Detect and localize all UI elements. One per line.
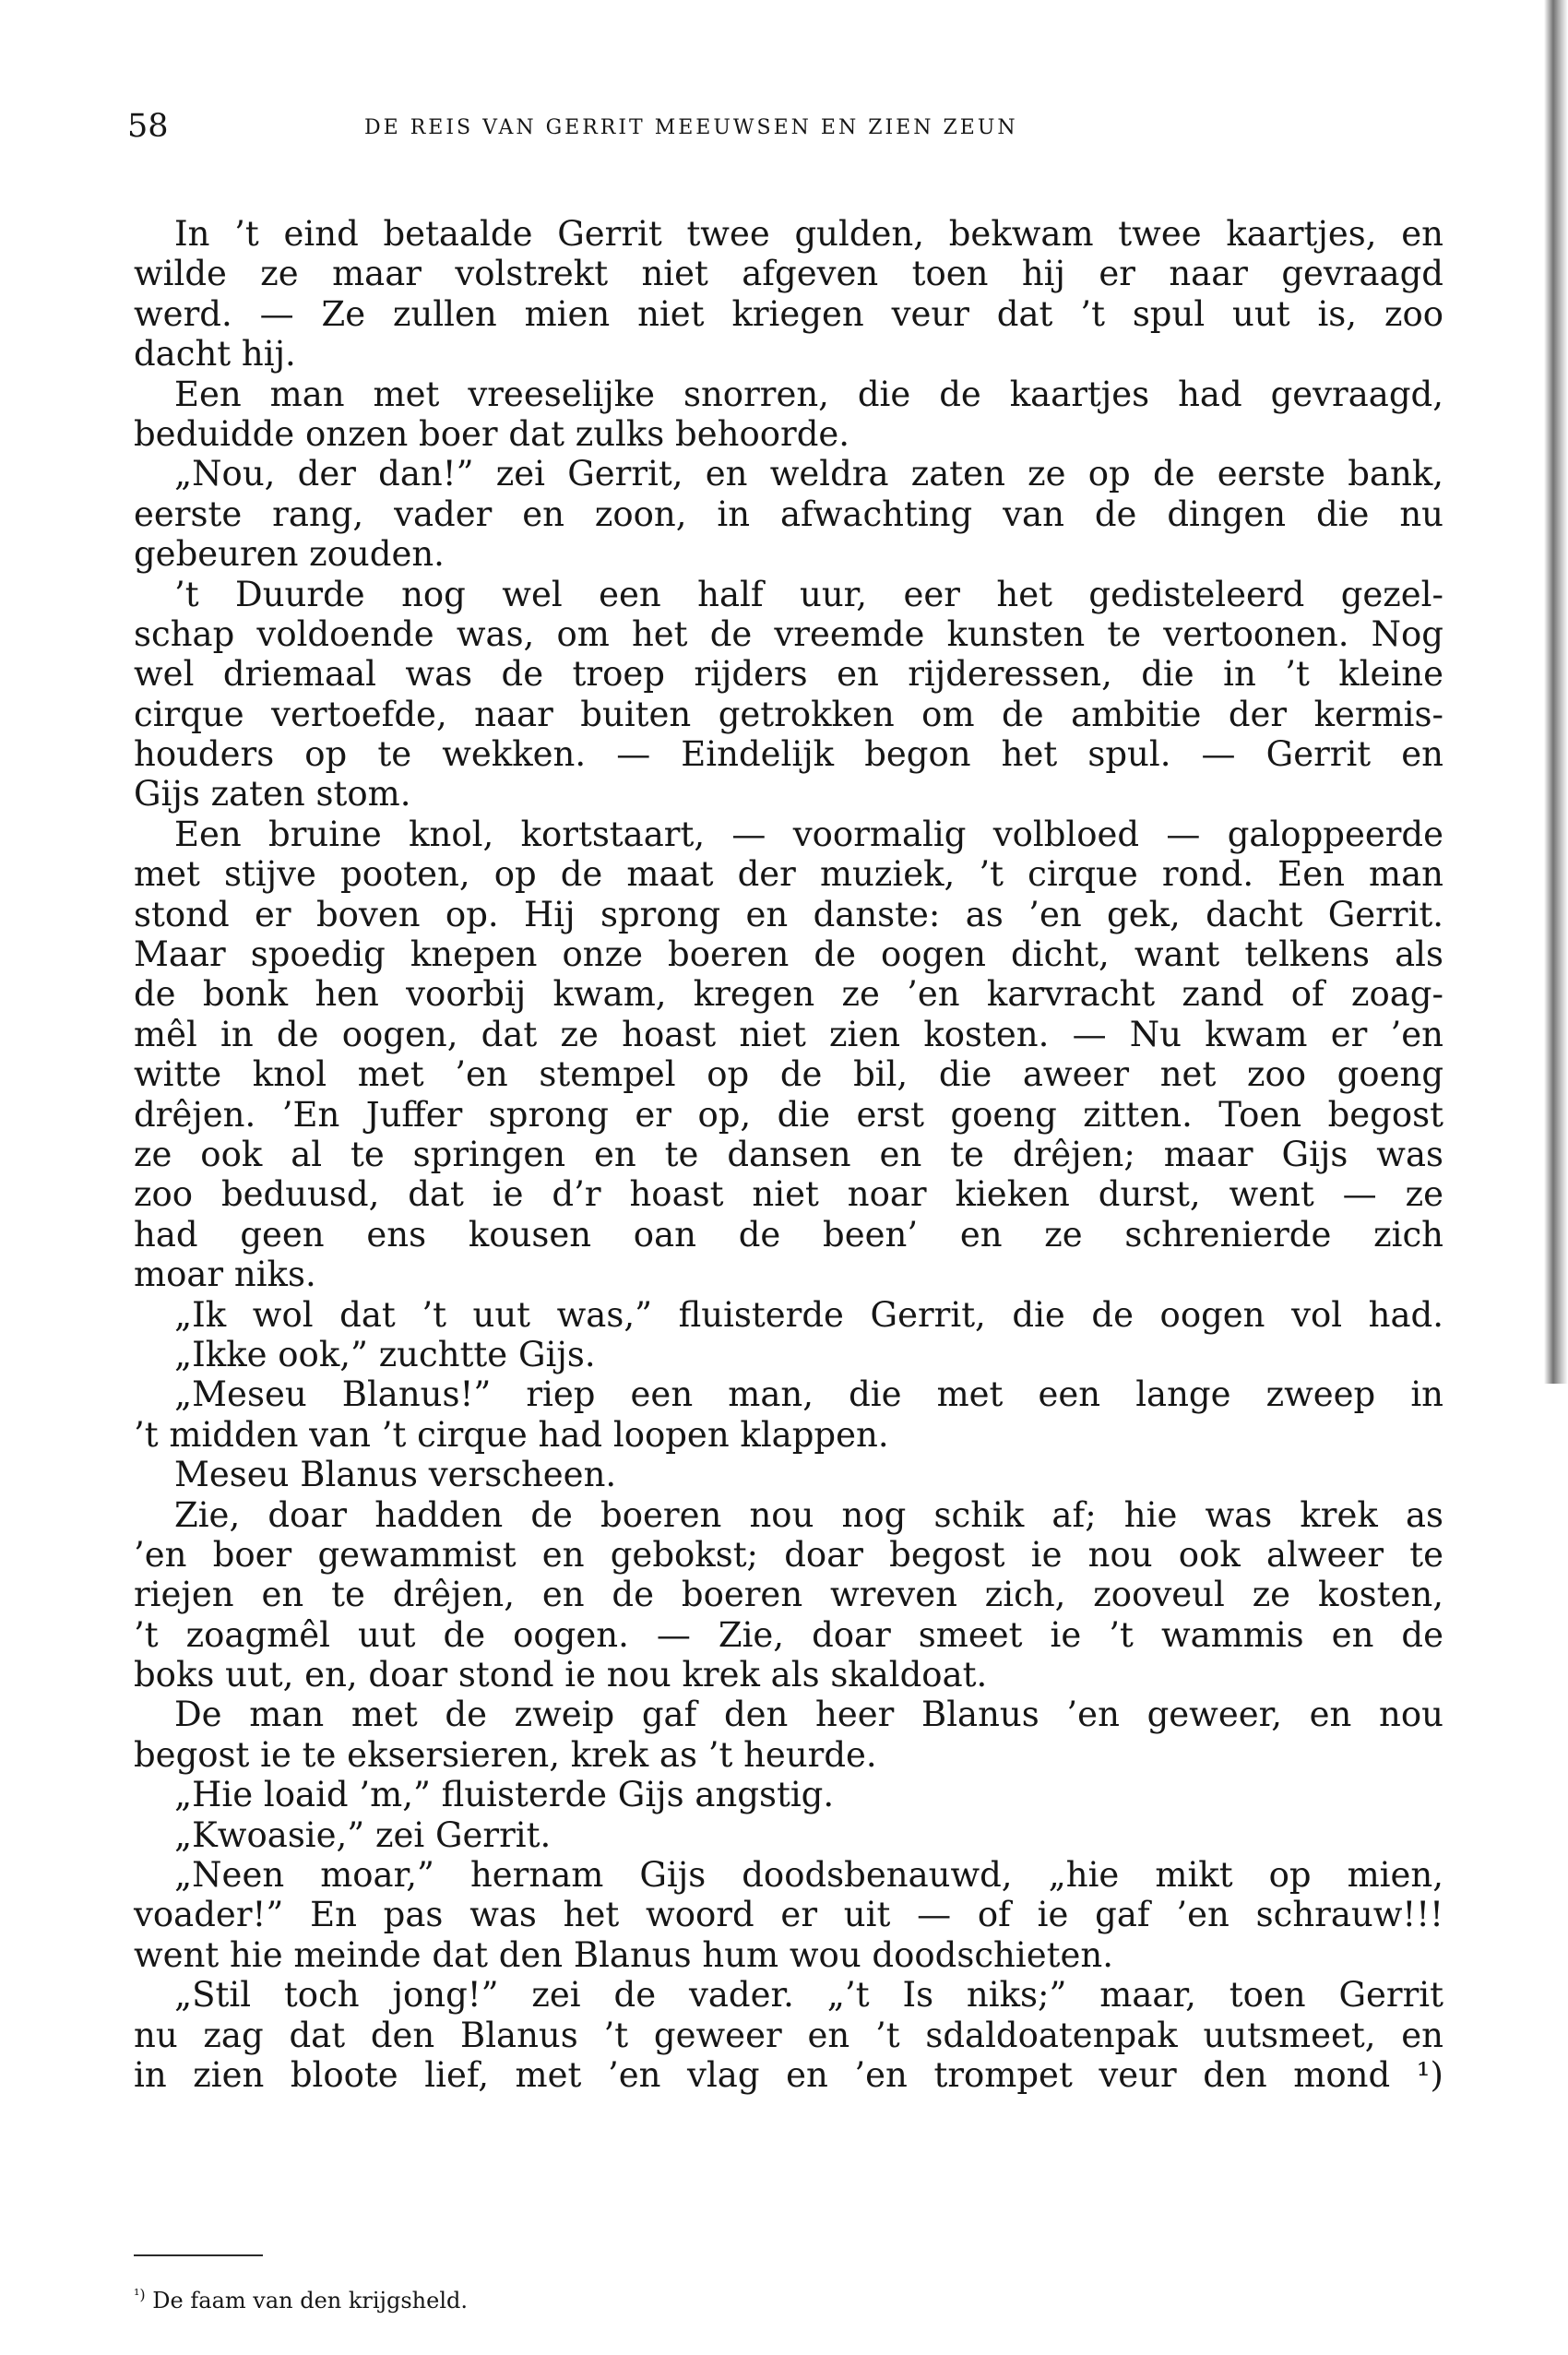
text-line: houders op te wekken. — Eindelijk begon het spul. — Gerrit en: [134, 734, 1443, 775]
text-line: mêl in de oogen, dat ze hoast niet zien kosten. — Nu kwam er ’en: [134, 1014, 1443, 1054]
text-line: eerste rang, vader en zoon, in afwachting van de dingen die nu: [134, 494, 1443, 534]
text-line: cirque vertoefde, naar buiten getrokken om de ambitie der kermis-: [134, 694, 1443, 734]
footnote-marker: ¹): [134, 2286, 146, 2303]
text-line: moar niks.: [134, 1255, 316, 1295]
running-title: DE REIS VAN GERRIT MEEUWSEN EN ZIEN ZEUN: [364, 116, 1018, 139]
text-line: ’t Duurde nog wel een half uur, eer het gedisteleerd gezel-: [174, 574, 1443, 614]
text-line: „Nou, der dan!” zei Gerrit, en weldra zaten ze op de eerste bank,: [174, 454, 1443, 494]
footnote-text: De faam van den krijgsheld.: [152, 2288, 469, 2313]
text-line: Maar spoedig knepen onze boeren de oogen dicht, want telkens als: [134, 934, 1443, 975]
text-line: Meseu Blanus verscheen.: [174, 1455, 617, 1495]
text-line: „Meseu Blanus!” riep een man, die met een lange zweep in: [174, 1374, 1443, 1415]
page-binding-shadow: [1544, 0, 1568, 1384]
text-line: De man met de zweip gaf den heer Blanus ’en geweer, en nou: [174, 1695, 1443, 1735]
text-line: voader!” En pas was het woord er uit — of ie gaf ’en schrauw!!!: [134, 1895, 1443, 1935]
text-line: In ’t eind betaalde Gerrit twee gulden, bekwam twee kaartjes, en: [174, 214, 1443, 254]
text-line: werd. — Ze zullen mien niet kriegen veur dat ’t spul uut is, zoo: [134, 293, 1443, 334]
text-line: nu zag dat den Blanus ’t geweer en ’t sdaldoatenpak uutsmeet, en: [134, 2015, 1443, 2055]
text-line: wel driemaal was de troep rijders en rijderessen, die in ’t kleine: [134, 654, 1443, 695]
text-line: stond er boven op. Hij sprong en danste: as ’en gek, dacht Gerrit.: [134, 894, 1443, 934]
text-line: „Stil toch jong!” zei de vader. „’t Is niks;” maar, toen Gerrit: [174, 1975, 1443, 2016]
text-line: Gijs zaten stom.: [134, 774, 411, 815]
text-line: riejen en te drêjen, en de boeren wreven zich, zooveul ze kosten,: [134, 1575, 1443, 1615]
text-line: zoo beduusd, dat ie d’r hoast niet noar kieken durst, went — ze: [134, 1174, 1443, 1215]
text-line: witte knol met ’en stempel op de bil, die aweer net zoo goeng: [134, 1054, 1443, 1095]
text-line: schap voldoende was, om het de vreemde kunsten te vertoonen. Nog: [134, 613, 1443, 654]
text-line: begost ie te eksersieren, krek as ’t heurde.: [134, 1734, 877, 1775]
text-line: boks uut, en, doar stond ie nou krek als skaldoat.: [134, 1655, 988, 1695]
text-line: beduidde onzen boer dat zulks behoorde.: [134, 413, 850, 454]
text-line: ’t midden van ’t cirque had loopen klappen.: [134, 1414, 889, 1455]
text-line: dacht hij.: [134, 334, 296, 375]
text-line: „Ikke ook,” zuchtte Gijs.: [174, 1334, 596, 1374]
text-line: Een man met vreeselijke snorren, die de kaartjes had gevraagd,: [174, 374, 1443, 414]
text-line: ’t zoagmêl uut de oogen. — Zie, doar smeet ie ’t wammis en de: [134, 1614, 1443, 1655]
text-line: met stijve pooten, op de maat der muziek, ’t cirque rond. Een man: [134, 854, 1443, 895]
footnote: [134, 2288, 468, 2312]
text-line: wilde ze maar volstrekt niet afgeven toen hij er naar gevraagd: [134, 254, 1443, 294]
text-line: „Neen moar,” hernam Gijs doodsbenauwd, „hie mikt op mien,: [174, 1855, 1443, 1896]
text-line: gebeuren zouden.: [134, 534, 445, 575]
text-line: ’en boer gewammist en gebokst; doar begost ie nou ook alweer te: [134, 1534, 1443, 1575]
body-text: [134, 214, 1443, 2095]
text-line: Een bruine knol, kortstaart, — voormalig volbloed — galoppeerde: [174, 814, 1443, 854]
text-line: „Hie loaid ’m,” fluisterde Gijs angstig.: [174, 1775, 835, 1815]
text-line: drêjen. ’En Juffer sprong er op, die erst goeng zitten. Toen begost: [134, 1094, 1443, 1135]
text-line: ze ook al te springen en te dansen en te drêjen; maar Gijs was: [134, 1134, 1443, 1174]
footnote-rule: [134, 2254, 263, 2256]
text-line: in zien bloote lief, met ’en vlag en ’en trompet veur den mond ¹): [134, 2054, 1443, 2095]
text-line: Zie, doar hadden de boeren nou nog schik af; hie was krek as: [174, 1494, 1443, 1535]
text-line: went hie meinde dat den Blanus hum wou doodschieten.: [134, 1934, 1113, 1975]
text-line: de bonk hen voorbij kwam, kregen ze ’en karvracht zand of zoag-: [134, 974, 1443, 1015]
text-line: had geen ens kousen oan de been’ en ze schrenierde zich: [134, 1214, 1443, 1255]
page-number: 58: [127, 108, 169, 145]
text-line: „Ik wol dat ’t uut was,” fluisterde Gerrit, die de oogen vol had.: [174, 1294, 1443, 1335]
text-line: „Kwoasie,” zei Gerrit.: [174, 1814, 552, 1855]
